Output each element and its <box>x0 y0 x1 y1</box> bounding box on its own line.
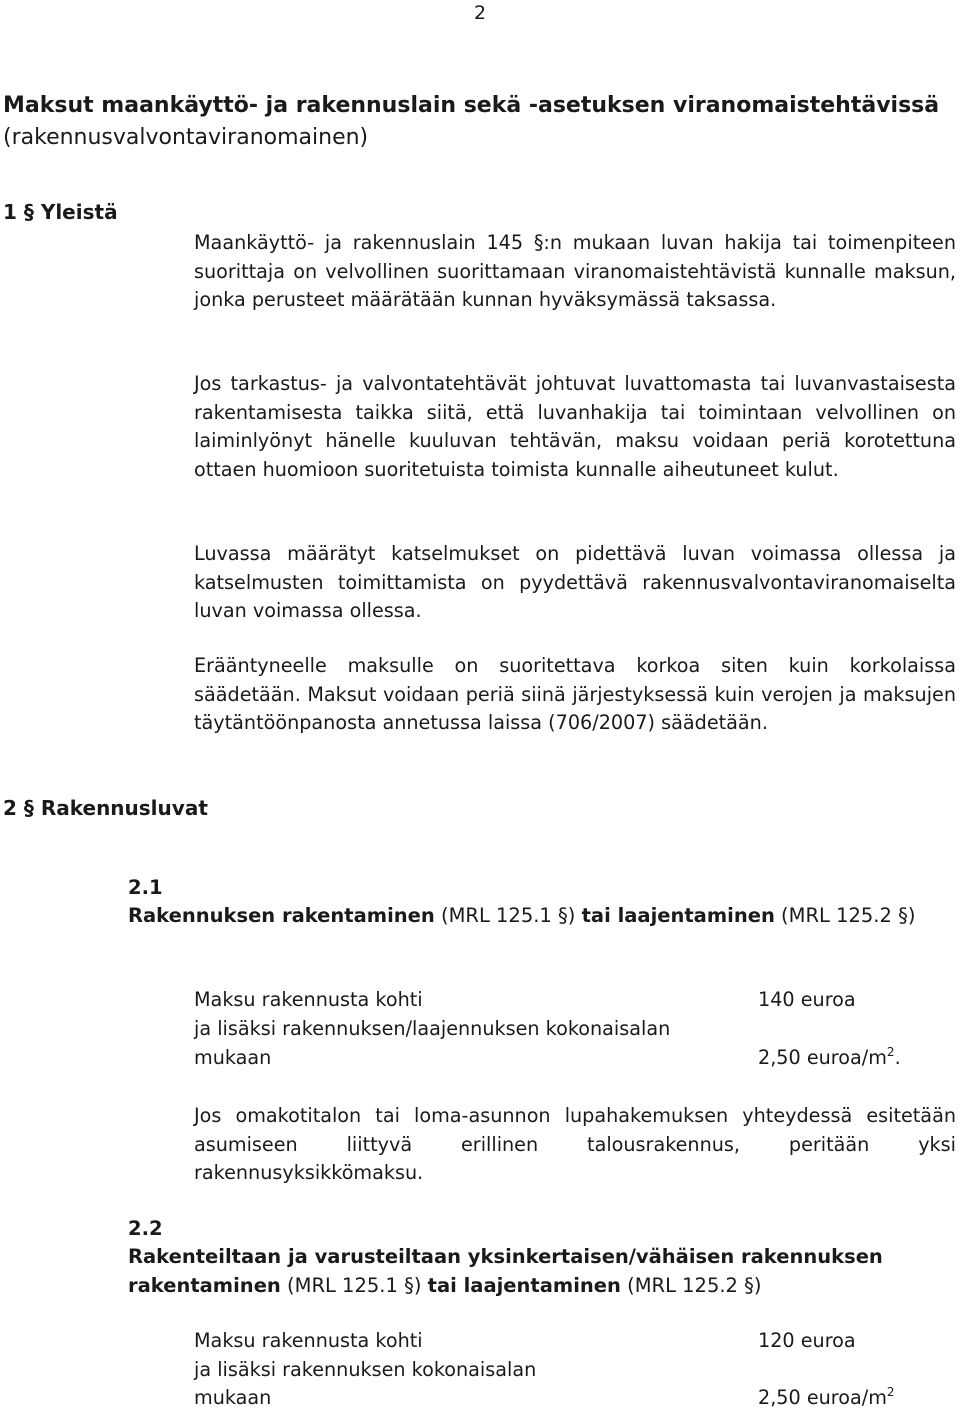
subsection-2-2-title <box>128 1243 958 1300</box>
section-1-paragraph-3: Luvassa määrätyt katselmukset on pidettävä luvan voimassa ollessa ja katselmusten toimittamista on pyydettävä rakennusvalvontaviranomaiselta luvan voimassa ollessa. <box>194 542 956 622</box>
section-1-heading: 1 § Yleistä <box>3 200 118 224</box>
subsection-2-1-ref-b: (MRL 125.2 §) <box>781 904 916 927</box>
fee-row-2-1-base <box>194 988 934 1011</box>
subsection-2-1-note: Jos omakotitalon tai loma-asunnon lupahakemuksen yhteydessä esitetään asumiseen liittyvä erillinen talousrakennus, peritään yksi rakennusyksikkömaksu. <box>194 1104 956 1184</box>
section-2-heading: 2 § Rakennusluvat <box>3 796 208 820</box>
subsection-2-2-ref-a: (MRL 125.1 §) <box>287 1273 422 1297</box>
fee-label: mukaan <box>194 1046 272 1069</box>
subsection-2-1-title-b: tai laajentaminen <box>581 904 775 927</box>
fee-label: mukaan <box>194 1386 272 1409</box>
fee-value: 140 euroa <box>758 988 856 1011</box>
fee-label: Maksu rakennusta kohti <box>194 988 423 1011</box>
subsection-2-2-number-text: 2.2 <box>128 1217 163 1240</box>
fee-row-2-2-base <box>194 1329 934 1352</box>
document-title-bold: Maksut maankäyttö- ja rakennuslain sekä -asetuksen viranomaistehtävissä <box>3 93 940 118</box>
subsection-2-1-title <box>128 902 958 931</box>
fee-row-2-1-area <box>194 1046 934 1069</box>
page-number: 2 <box>474 2 487 24</box>
subsection-2-1-title-a: Rakennuksen rakentaminen <box>128 904 435 927</box>
fee-value: 120 euroa <box>758 1329 856 1352</box>
fee-label: Maksu rakennusta kohti <box>194 1329 423 1352</box>
subsection-2-2-number <box>128 1215 958 1244</box>
subsection-2-2-ref-b: (MRL 125.2 §) <box>627 1273 762 1297</box>
subsection-2-2-title-b: tai laajentaminen <box>427 1273 621 1297</box>
section-1-paragraph-1: Maankäyttö- ja rakennuslain 145 §:n mukaan luvan hakija tai toimenpiteen suorittaja on velvollinen suorittamaan viranomaistehtävistä kunnalle maksun, jonka perusteet määrätään kunnan hyväksymässä taksassa. <box>194 231 956 311</box>
subsection-2-1-ref-a: (MRL 125.1 §) <box>440 904 576 927</box>
fee-value: 2,50 euroa/$m^2$ <box>758 1385 895 1409</box>
document-title <box>3 90 953 154</box>
fee-row-2-2-area-label <box>194 1358 934 1381</box>
section-1-paragraph-2: Jos tarkastus- ja valvontatehtävät johtuvat luvattomasta tai luvanvastaisesta rakentamisesta taikka siitä, että luvanhakija tai toimintaan velvollinen on laiminlyönyt hänelle kuuluvan tehtävän, maksu voidaan periä korotettuna ottaen huomioon suoritetuista toimista kunnalle aiheutuneet kulut. <box>194 372 956 481</box>
subsection-2-1-number <box>128 874 958 903</box>
fee-row-2-2-area <box>194 1386 934 1409</box>
document-title-normal: (rakennusvalvontaviranomainen) <box>3 125 369 150</box>
fee-value: 2,50 euroa/$m^2$. <box>758 1045 901 1069</box>
fee-label: ja lisäksi rakennuksen/laajennuksen kokonaisalan <box>194 1017 671 1040</box>
fee-label: ja lisäksi rakennuksen kokonaisalan <box>194 1358 537 1381</box>
subsection-2-2-title-a: Rakenteiltaan ja varusteiltaan yksinkertaisen/vähäisen rakennuksen rakentaminen <box>128 1245 883 1297</box>
fee-row-2-1-area-label <box>194 1017 934 1040</box>
subsection-2-1-number-text: 2.1 <box>128 876 163 899</box>
section-1-paragraph-4: Erääntyneelle maksulle on suoritettava korkoa siten kuin korkolaissa säädetään. Maksut voidaan periä siinä järjestyksessä kuin verojen ja maksujen täytäntöönpanosta annetussa laissa (706/2007) säädetään. <box>194 654 956 734</box>
